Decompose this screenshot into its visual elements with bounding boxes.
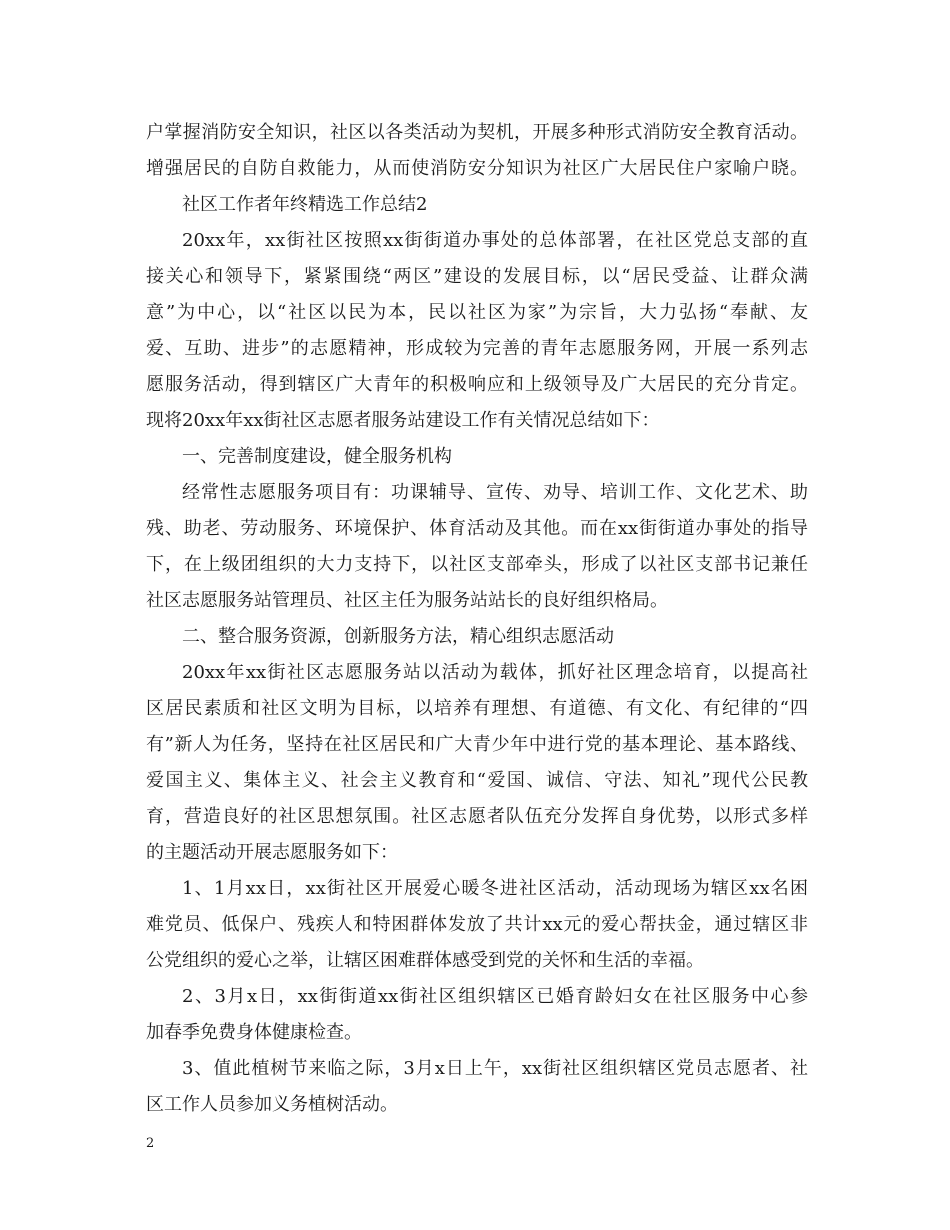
- text-line: 爱国主义、集体主义、社会主义教育和“爱国、诚信、守法、知礼”现代公民教: [146, 770, 808, 791]
- text-line: 区工作人员参加义务植树活动。: [146, 1094, 398, 1115]
- text-line: 接关心和领导下，紧紧围绕“两区”建设的发展目标，以“居民受益、让群众满: [146, 266, 808, 287]
- text-line: 爱、互助、进步”的志愿精神，形成较为完善的青年志愿服务网，开展一系列志: [146, 338, 808, 359]
- text-line: 区居民素质和社区文明为目标，以培养有理想、有道德、有文化、有纪律的“四: [146, 698, 808, 719]
- text-line: 愿服务活动，得到辖区广大青年的积极响应和上级领导及广大居民的充分肯定。: [146, 374, 808, 395]
- text-line: 2、3月x日，xx街街道xx街社区组织辖区已婚育龄妇女在社区服务中心参: [182, 986, 808, 1007]
- text-line: 加春季免费身体健康检查。: [146, 1022, 362, 1043]
- text-line: 1、1月xx日，xx街社区开展爱心暖冬进社区活动，活动现场为辖区xx名困: [182, 878, 808, 899]
- text-line: 残、助老、劳动服务、环境保护、体育活动及其他。而在xx街街道办事处的指导: [146, 518, 808, 539]
- text-line: 现将20xx年xx街社区志愿者服务站建设工作有关情况总结如下：: [146, 410, 660, 431]
- text-line: 下，在上级团组织的大力支持下，以社区支部牵头，形成了以社区支部书记兼任: [146, 554, 808, 575]
- text-line: 经常性志愿服务项目有：功课辅导、宣传、劝导、培训工作、文化艺术、助: [182, 482, 808, 503]
- text-line: 的主题活动开展志愿服务如下：: [146, 842, 398, 863]
- text-line: 有”新人为任务，坚持在社区居民和广大青少年中进行党的基本理论、基本路线、: [146, 734, 808, 755]
- text-line: 意”为中心，以“社区以民为本，民以社区为家”为宗旨，大力弘扬“奉献、友: [146, 302, 808, 323]
- text-line: 20xx年xx街社区志愿服务站以活动为载体，抓好社区理念培育，以提高社: [182, 662, 808, 683]
- text-line: 社区志愿服务站管理员、社区主任为服务站站长的良好组织格局。: [146, 590, 668, 611]
- text-line: 二、整合服务资源，创新服务方法，精心组织志愿活动: [182, 626, 614, 647]
- text-line: 一、完善制度建设，健全服务机构: [182, 446, 452, 467]
- text-line: 公党组织的爱心之举，让辖区困难群体感受到党的关怀和生活的幸福。: [146, 950, 704, 971]
- text-line: 难党员、低保户、残疾人和特困群体发放了共计xx元的爱心帮扶金，通过辖区非: [146, 914, 808, 935]
- text-line: 3、值此植树节来临之际，3月x日上午，xx街社区组织辖区党员志愿者、社: [182, 1058, 808, 1079]
- text-line: 社区工作者年终精选工作总结2: [182, 194, 428, 215]
- text-line: 育，营造良好的社区思想氛围。社区志愿者队伍充分发挥自身优势，以形式多样: [146, 806, 808, 827]
- page-number: 2: [146, 1136, 155, 1151]
- text-line: 增强居民的自防自救能力，从而使消防安分知识为社区广大居民住户家喻户晓。: [146, 158, 808, 179]
- document-body: [146, 115, 808, 1123]
- text-line: 20xx年，xx街社区按照xx街街道办事处的总体部署，在社区党总支部的直: [182, 230, 808, 251]
- text-line: 户掌握消防安全知识，社区以各类活动为契机，开展多种形式消防安全教育活动。: [146, 122, 808, 143]
